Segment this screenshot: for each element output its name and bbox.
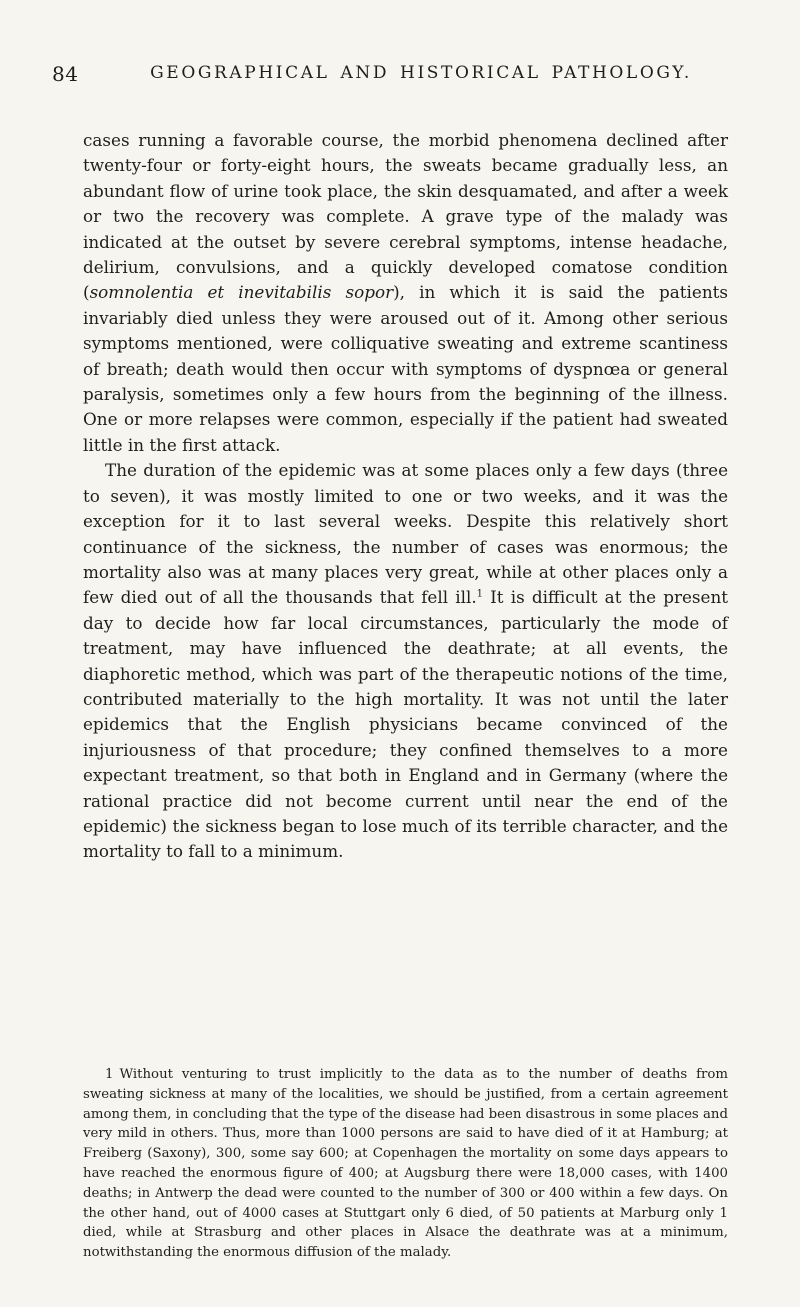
latin-phrase: somnolentia et inevitabilis sopor bbox=[89, 282, 394, 303]
running-head-title: GEOGRAPHICAL AND HISTORICAL PATHOLOGY. bbox=[150, 63, 692, 83]
paragraph-2-text-b: It is difficult at the present day to decide how far local circumstances, particularly the mode of treatment, may have influenced the deathrate; at all events, the diaphoretic method, which was part of the therapeutic notions of the time, contributed materially to the high mortality. It was not until the later epidemics that the English physicians became convinced of the injuriousness of that procedure; they confined themselves to a more expectant treatment, so that both in England and in Germany (where the rational practice did not become current until near the end of the epidemic) the sickness began to lose much of its terrible character, and the mortality to fall to a minimum. bbox=[83, 587, 728, 862]
paragraph-2-text-a: The duration of the epidemic was at some places only a few days (three to seven), it was mostly limited to one or two weeks, and it was the exception for it to last several weeks. Despite this relatively short continuance of the sickness, the number of cases was enormous; the mortality also was at many places very great, while at other places only a few died out of all the thousands that fell ill. bbox=[83, 460, 728, 608]
footnote bbox=[83, 1065, 728, 1263]
footnote-paragraph bbox=[83, 1065, 728, 1263]
main-text bbox=[83, 128, 728, 865]
page-number: 84 bbox=[52, 62, 79, 86]
footnote-reference: 1 bbox=[476, 588, 484, 600]
paragraph-1 bbox=[83, 128, 728, 458]
footnote-marker: 1 bbox=[105, 1067, 114, 1082]
footnote-text: Without venturing to trust implicitly to the data as to the number of deaths from sweating sickness at many of the localities, we should be justified, from a certain agreement among them, in concluding that the type of the disease had been disastrous in some places and very mild in others. Thus, more than 1000 persons are said to have died of it at Hamburg; at Freiberg (Saxony), 300, some say 600; at Copenhagen the mortality on some days appears to have reached the enormous figure of 400; at Augsburg there were 18,000 cases, with 1400 deaths; in Antwerp the dead were counted to the number of 300 or 400 within a few days. On the other hand, out of 4000 cases at Stuttgart only 6 died, of 50 patients at Marburg only 1 died, while at Strasburg and other places in Alsace the deathrate was at a minimum, notwithstanding the enormous diffusion of the malady. bbox=[83, 1067, 728, 1261]
paragraph-2 bbox=[83, 458, 728, 865]
running-head bbox=[52, 62, 740, 92]
paragraph-1-text-b: ), in which it is said the patients invariably died unless they were aroused out of it. Among other serious symptoms mentioned, were colliquative sweating and extreme scantiness of breath; death would then occur with symptoms of dyspnœa or general paralysis, sometimes only a few hours from the beginning of the illness. One or more relapses were common, especially if the patient had sweated little in the first attack. bbox=[83, 282, 728, 455]
paragraph-1-text-a: cases running a favorable course, the morbid phenomena declined after twenty-four or forty-eight hours, the sweats became gradually less, an abundant flow of urine took place, the skin desquamated, and after a week or two the recovery was complete. A grave type of the malady was indicated at the outset by severe cerebral symptoms, intense headache, delirium, convulsions, and a quickly developed comatose condition ( bbox=[83, 130, 728, 303]
